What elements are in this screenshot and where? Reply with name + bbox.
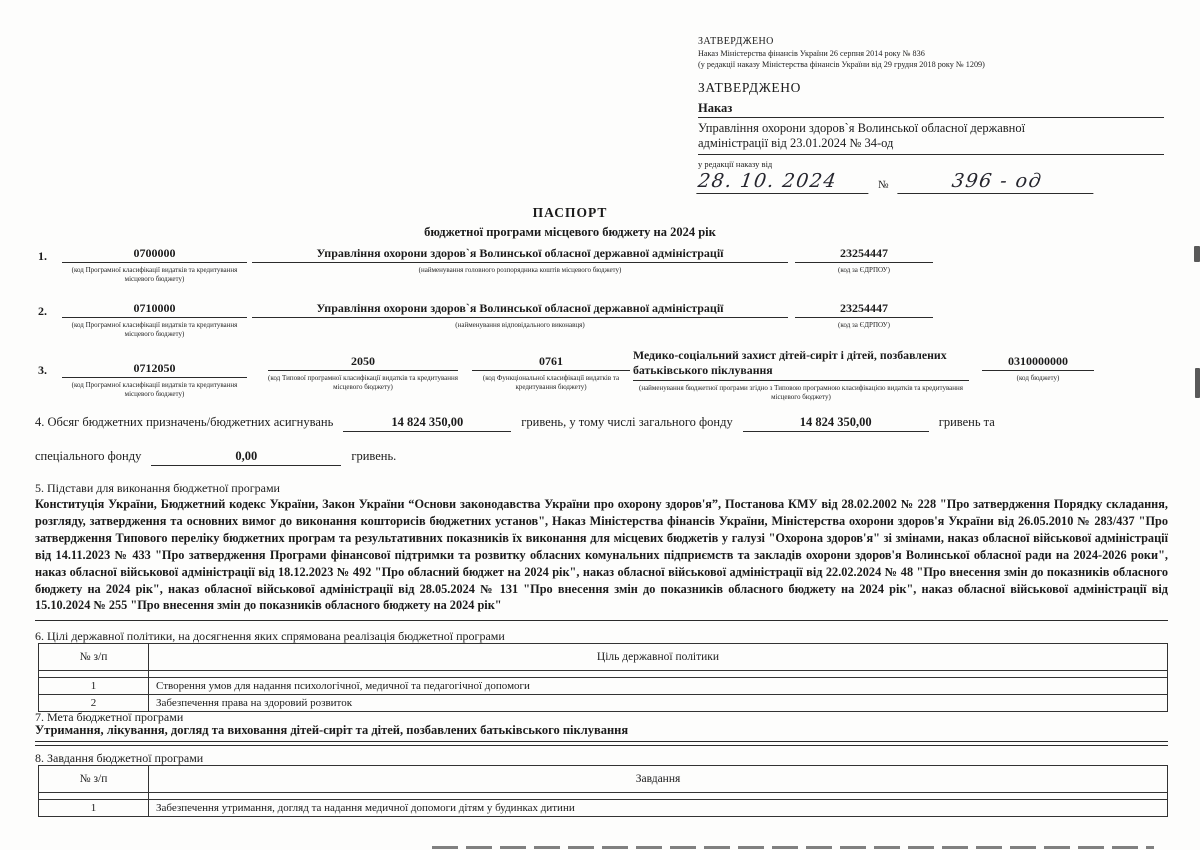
tasks-spacer-row — [39, 793, 1168, 800]
title-line1: ПАСПОРТ — [532, 205, 608, 220]
program-class-code-caption: (код Програмної класифікації видатків та кредитування місцевого бюджету) — [71, 381, 238, 398]
tasks-row-1 — [39, 800, 1168, 817]
item-4-line2-prefix: спеціального фонду — [35, 449, 142, 463]
issuer-line2: адміністрації від 23.01.2024 № 34-од — [698, 136, 1164, 155]
program-class-code: 0710000 — [62, 301, 247, 318]
item-1-edrpou-col — [795, 246, 933, 275]
program-class-code: 0712050 — [62, 361, 247, 378]
main-spending-unit-name: Управління охорони здоров`я Волинської обласної державної адміністрації — [252, 246, 788, 263]
goals-row-1 — [39, 678, 1168, 695]
goals-col2-header: Ціль державної політики — [149, 644, 1168, 671]
item-1-number: 1. — [38, 249, 47, 263]
legal-basis-text: Конституція України, Бюджетний кодекс України, Закон України “Основи законодавства України про охорону здоров'я”, Постанова КМУ від 28.02.2002 № 228 "Про затвердження Порядку складання, розгляду, затвердження та основних вимог до виконання кошторисів бюджетних установ", Наказ Міністерства фінансів України, Міністерства охорони здоров'я України від 26.05.2010 № 283/437 "Про затвердження Типового переліку бюджетних програм та результативних показників їх виконання для місцевих бюджетів у галузі "Охорона здоров'я" зі змінами, наказ обласної військової адміністрації від 14.11.2023 № 433 "Про затвердження Програми фінансової підтримки та розвитку обласних комунальних підприємств та закладів охорони здоров'я Волинської обласної ради на 2024-2026 роки", наказ обласної військової адміністрації від 18.12.2023 № 492 "Про обласний бюджет на 2024 рік", наказ обласної військової адміністрації від 22.02.2024 № 48 "Про внесення змін до показників обласного бюджету на 2024 рік", наказ обласної військової адміністрації від 28.05.2024 № 131 "Про внесення змін до показників обласного бюджету на 2024 рік", наказ обласної військової адміністрації від 15.10.2024 № 255 "Про внесення змін до показників обласного бюджету на 2024 рік" — [35, 497, 1168, 613]
section-8-heading: 8. Завдання бюджетної програми — [35, 751, 204, 765]
goals-row-2 — [39, 695, 1168, 712]
item-4-line1 — [35, 415, 995, 432]
edrpou-caption: (код за ЄДРПОУ) — [838, 266, 890, 274]
tasks-col1-header: № з/п — [39, 766, 149, 793]
edition-note: у редакції наказу від — [698, 159, 773, 169]
budget-program-caption: (найменування бюджетної програми згідно з Типовою програмною класифікацією видатків та кредитування місцевого бюджету) — [639, 384, 963, 401]
edrpou-code: 23254447 — [795, 301, 933, 318]
item-3-code3-col — [472, 354, 630, 392]
item-4-line2-suffix: гривень. — [351, 449, 397, 463]
handwritten-date: 28. 10. 2024 — [696, 170, 871, 194]
general-fund-amount: 14 824 350,00 — [743, 415, 929, 432]
functional-class-code: 0761 — [472, 354, 630, 371]
item-3-number: 3. — [38, 363, 47, 377]
item-2-name-col — [252, 301, 788, 330]
goals-col1-header: № з/п — [39, 644, 149, 671]
goals-spacer-row — [39, 671, 1168, 678]
goal-1-num: 1 — [39, 678, 149, 695]
scan-artifact-right-2 — [1195, 368, 1200, 398]
special-fund-amount: 0,00 — [151, 449, 341, 466]
task-1-text: Забезпечення утримання, догляд та надання медичної допомоги дітям у будинках дитини — [149, 800, 1168, 817]
approval-stamp-small — [698, 36, 1168, 70]
task-1-num: 1 — [39, 800, 149, 817]
item-4-line2 — [35, 449, 396, 466]
item-2-edrpou-col — [795, 301, 933, 330]
item-3-code2-col — [268, 354, 458, 392]
typical-program-class-caption: (код Типової програмної класифікації видатків та кредитування місцевого бюджету) — [268, 374, 458, 391]
scan-artifact-right-1 — [1194, 246, 1200, 262]
goal-1-text: Створення умов для надання психологічної, медичної та педагогічної допомоги — [149, 678, 1168, 695]
title-line2: бюджетної програми місцевого бюджету на 2024 рік — [424, 225, 716, 239]
main-spending-unit-caption: (найменування головного розпорядника коштів місцевого бюджету) — [418, 266, 622, 274]
budget-code: 0310000000 — [982, 354, 1094, 371]
program-class-code-caption: (код Програмної класифікації видатків та кредитування місцевого бюджету) — [71, 266, 238, 283]
edrpou-code: 23254447 — [795, 246, 933, 263]
issuer-line1: Управління охорони здоров`я Волинської обласної державної — [698, 121, 1026, 135]
program-class-code-caption: (код Програмної класифікації видатків та кредитування місцевого бюджету) — [71, 321, 238, 338]
item-4-mid: гривень, у тому числі загального фонду — [521, 415, 733, 429]
item-3-budget-code-col — [982, 354, 1094, 383]
typical-program-class-code: 2050 — [268, 354, 458, 371]
program-tasks-table — [38, 765, 1168, 817]
functional-class-caption: (код Функціональної класифікації видатків та кредитування бюджету) — [482, 374, 620, 391]
section-7-heading: 7. Мета бюджетної програми — [35, 710, 184, 724]
number-sign: № — [878, 179, 889, 191]
goal-2-text: Забезпечення права на здоровий розвиток — [149, 695, 1168, 712]
section-6-heading: 6. Цілі державної політики, на досягнення яких спрямована реалізація бюджетної програми — [35, 629, 505, 643]
section-5-heading: 5. Підстави для виконання бюджетної програми — [35, 481, 280, 495]
item-2-code-col — [62, 301, 247, 339]
goals-header-row — [39, 644, 1168, 671]
item-4-prefix: 4. Обсяг бюджетних призначень/бюджетних асигнувань — [35, 415, 334, 429]
tasks-col2-header: Завдання — [149, 766, 1168, 793]
scan-artifact-bottom-edge — [432, 846, 1154, 849]
program-goal-text: Утримання, лікування, догляд та виховання дітей-сиріт та дітей, позбавлених батьківського піклування — [35, 723, 1168, 742]
order-ref-line1: Наказ Міністерства фінансів України 26 серпня 2014 року № 836 — [698, 49, 925, 58]
budget-program-name: Медико-соціальний захист дітей-сиріт і дітей, позбавлених батьківського піклування — [633, 348, 969, 381]
approval-stamp — [698, 80, 1164, 194]
tasks-header-row — [39, 766, 1168, 793]
item-4-suffix: гривень та — [938, 415, 995, 429]
responsible-executor-caption: (найменування відповідального виконавця) — [455, 321, 585, 329]
budget-code-caption: (код бюджету) — [1016, 374, 1060, 382]
approved-label: ЗАТВЕРДЖЕНО — [698, 80, 801, 95]
rule-under-section7 — [35, 745, 1168, 746]
item-3-code1-col — [62, 361, 247, 399]
edrpou-caption: (код за ЄДРПОУ) — [838, 321, 890, 329]
total-amount: 14 824 350,00 — [343, 415, 511, 432]
handwritten-row — [698, 170, 1164, 194]
approved-label-small: ЗАТВЕРДЖЕНО — [698, 36, 774, 47]
document-title — [0, 205, 1140, 240]
responsible-executor-name: Управління охорони здоров`я Волинської обласної державної адміністрації — [252, 301, 788, 318]
item-3-program-col — [633, 348, 969, 402]
order-label: Наказ — [698, 101, 1164, 118]
goal-2-num: 2 — [39, 695, 149, 712]
policy-goals-table — [38, 643, 1168, 712]
handwritten-order-number: 396 - од — [897, 170, 1096, 194]
program-class-code: 0700000 — [62, 246, 247, 263]
order-ref-line2: (у редакції наказу Міністерства фінансів України від 29 грудня 2018 року № 1209) — [698, 59, 985, 69]
item-1-code-col — [62, 246, 247, 284]
rule-under-section5 — [35, 620, 1168, 621]
item-1-name-col — [252, 246, 788, 275]
item-2-number: 2. — [38, 304, 47, 318]
